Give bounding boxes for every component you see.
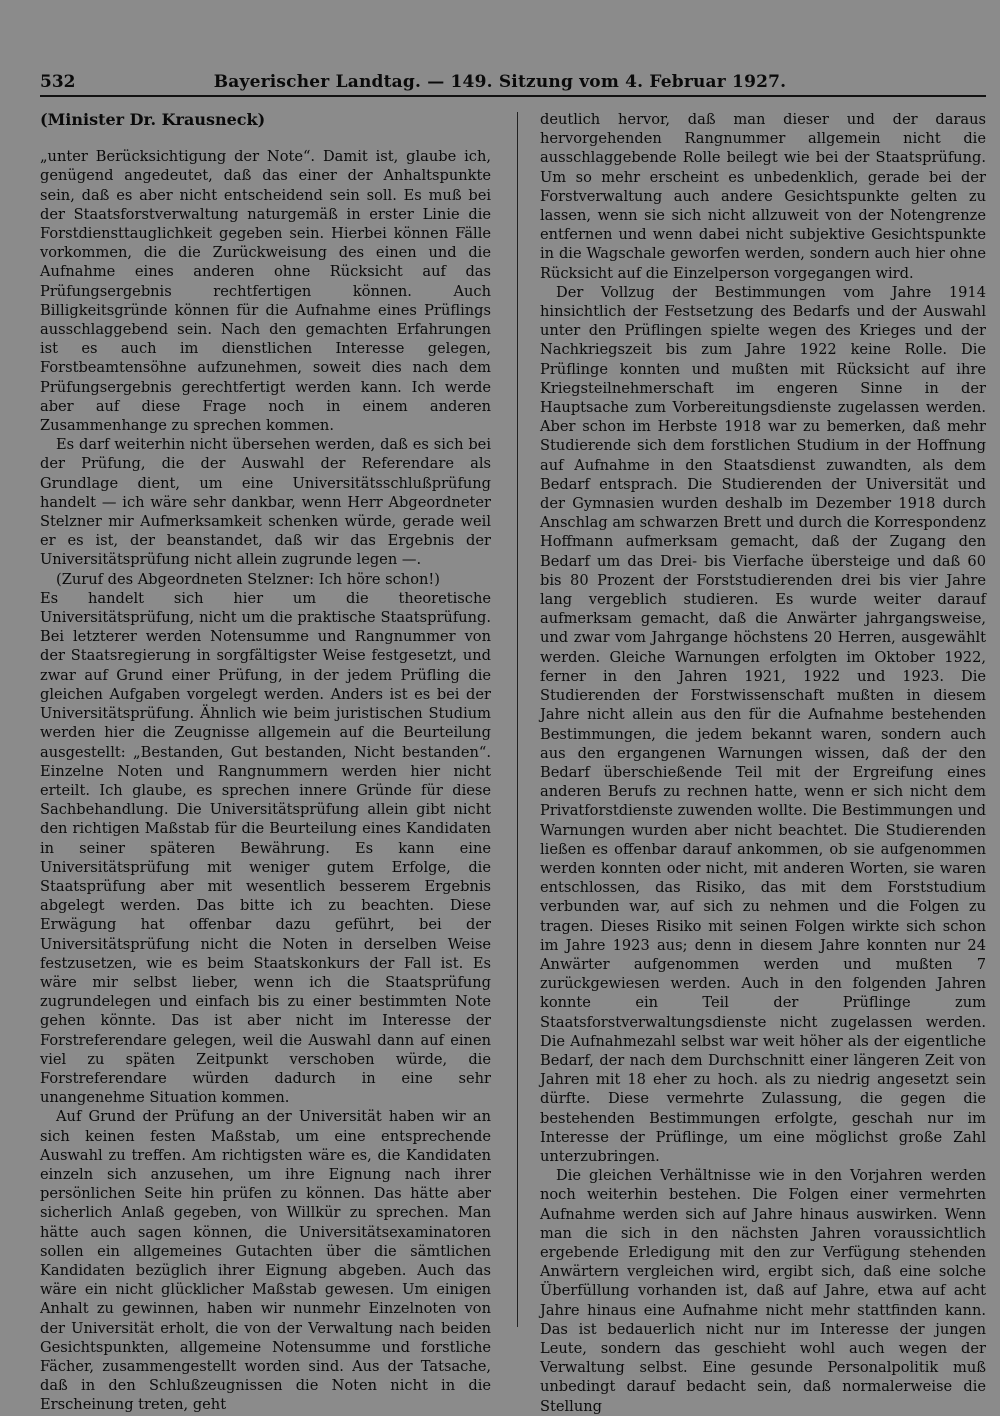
paragraph: Es darf weiterhin nicht übersehen werden, daß es sich bei der Prüfung, die der Auswahl der Referendare als Grundlage dient, um eine Universitätsschlußprüfung handelt — ich wäre sehr dankbar, wenn Herr Abgeordneter Stelzner mir Aufmerksamkeit schenken würde, gerade weil er es ist, der beanstandet, daß wir das Ergebnis der Universitätsprüfung nicht allein zugrunde legen —. [40, 436, 491, 569]
interjection: (Zuruf des Abgeordneten Stelzner: Ich höre schon!) [56, 570, 440, 588]
header-rule [40, 95, 986, 97]
speaker-label: (Minister Dr. Krausneck) [40, 110, 266, 129]
column-divider [517, 112, 518, 1327]
paragraph: Es handelt sich hier um die theoretische Universitätsprüfung, nicht um die praktische Staatsprüfung. Bei letzterer werden Notensumme und Rangnummer von der Staatsregierung in sorgfältigster Weise festgesetzt, und zwar auf Grund einer Prüfung, in der jedem Prüfling die gleichen Aufgaben vorgelegt werden. Anders ist es bei der Universitätsprüfung. Ähnlich wie beim juristischen Studium werden hier die Zeugnisse allgemein auf die Beurteilung ausgestellt: „Bestanden, Gut bestanden, Nicht bestanden“. Einzelne Noten und Rangnummern werden hier nicht erteilt. Ich glaube, es sprechen innere Gründe für diese Sachbehandlung. Die Universitätsprüfung allein gibt nicht den richtigen Maßstab für die Beurteilung eines Kandidaten in seiner späteren Bewährung. Es kann eine Universitätsprüfung mit weniger gutem Erfolge, die Staatsprüfung aber mit wesentlich besserem Ergebnis abgelegt werden. Das bitte ich zu beachten. Diese Erwägung hat offenbar dazu geführt, bei der Universitätsprüfung nicht die Noten in derselben Weise festzusetzen, wie es beim Staatskonkurs der Fall ist. Es wäre mir selbst lieber, wenn ich die Staatsprüfung zugrundelegen und einfach bis zu einer bestimmten Note gehen könnte. Das ist aber nicht im Interesse der Forstreferendare gelegen, weil die Auswahl dann auf einen viel zu späten Zeitpunkt verschoben würde, die Forstreferendare würden dadurch in eine sehr unangenehme Situation kommen. [40, 589, 491, 1107]
paragraph: deutlich hervor, daß man dieser und der daraus hervorgehenden Rangnummer allgemein nicht die ausschlaggebende Rolle beilegt wie bei der Staatsprüfung. Um so mehr erscheint es unbedenklich, gerade bei der Forstverwaltung auch andere Gesichtspunkte gelten zu lassen, wenn sie sich nicht allzuweit von der Notengrenze entfernen und wenn dabei nicht subjektive Gesichtspunkte in die Wagschale geworfen werden, sondern auch hier ohne Rücksicht auf die Einzelperson vorgegangen wird. [540, 111, 986, 282]
page-number: 532 [40, 72, 76, 92]
right-column [540, 110, 986, 1416]
paragraph: Die gleichen Verhältnisse wie in den Vorjahren werden noch weiterhin bestehen. Die Folgen einer vermehrten Aufnahme werden sich auf Jahre hinaus auswirken. Wenn man die sich in den nächsten Jahren voraussichtlich ergebende Erledigung mit den zur Verfügung stehenden Anwärtern vergleichen wird, ergibt sich, daß eine solche Überfüllung vorhanden ist, daß auf Jahre, etwa auf acht Jahre hinaus eine Aufnahme nicht mehr stattfinden kann. Das ist bedauerlich nicht nur im Interesse der jungen Leute, sondern das geschieht wohl auch wegen der Verwaltung selbst. Eine gesunde Personalpolitik muß unbedingt darauf bedacht sein, daß normalerweise die Stellung [540, 1167, 986, 1415]
running-title: Bayerischer Landtag. — 149. Sitzung vom 4. Februar 1927. [213, 72, 787, 92]
left-column [40, 110, 491, 1415]
page-header [40, 72, 960, 94]
paragraph: „unter Berücksichtigung der Note“. Damit ist, glaube ich, genügend angedeutet, daß das einer der Anhaltspunkte sein, daß es aber nicht entscheidend sein soll. Es muß bei der Staatsforstverwaltung naturgemäß in erster Linie die Forstdiensttauglichkeit gegeben sein. Hierbei können Fälle vorkommen, die die Zurückweisung des einen und die Aufnahme eines anderen ohne Rücksicht auf das Prüfungsergebnis rechtfertigen können. Auch Billigkeitsgründe können für die Aufnahme eines Prüflings ausschlaggebend sein. Nach den gemachten Erfahrungen ist es auch im dienstlichen Interesse gelegen, Forstbeamtensöhne aufzunehmen, soweit dies nach dem Prüfungsergebnis gerechtfertigt werden kann. Ich werde aber auf diese Frage noch in einem anderen Zusammenhange zu sprechen kommen. [40, 148, 491, 435]
paragraph: Auf Grund der Prüfung an der Universität haben wir an sich keinen festen Maßstab, um eine entsprechende Auswahl zu treffen. Am richtigsten wäre es, die Kandidaten einzeln sich anzusehen, um ihre Eignung nach ihrer persönlichen Seite hin prüfen zu können. Das hätte aber sicherlich Anlaß gegeben, von Willkür zu sprechen. Man hätte auch sagen können, die Universitätsexaminatoren sollen ein allgemeines Gutachten über die sämtlichen Kandidaten bezüglich ihrer Eignung abgeben. Auch das wäre ein nicht glücklicher Maßstab gewesen. Um einigen Anhalt zu gewinnen, haben wir nunmehr Einzelnoten von der Universität erholt, die von der Verwaltung nach beiden Gesichtspunkten, allgemeine Notensumme und forstliche Fächer, zusammengestellt worden sind. Aus der Tatsache, daß in den Schlußzeugnissen die Noten nicht in die Erscheinung treten, geht [40, 1108, 491, 1414]
paragraph: Der Vollzug der Bestimmungen vom Jahre 1914 hinsichtlich der Festsetzung des Bedarfs und der Auswahl unter den Prüflingen spielte wegen des Krieges und der Nachkriegszeit bis zum Jahre 1922 keine Rolle. Die Prüflinge konnten und mußten mit Rücksicht auf ihre Kriegsteilnehmerschaft im engeren Sinne in der Hauptsache zum Vorbereitungsdienste zugelassen werden. Aber schon im Herbste 1918 war zu bemerken, daß mehr Studierende sich dem forstlichen Studium in der Hoffnung auf Aufnahme in den Staatsdienst zuwandten, als dem Bedarf entsprach. Die Studierenden der Universität und der Gymnasien wurden deshalb im Dezember 1918 durch Anschlag am schwarzen Brett und durch die Korrespondenz Hoffmann aufmerksam gemacht, daß der Zugang den Bedarf um das Drei- bis Vierfache übersteige und daß 60 bis 80 Prozent der Forststudierenden drei bis vier Jahre lang vergeblich studieren. Es wurde weiter darauf aufmerksam gemacht, daß die Anwärter jahrgangsweise, und zwar vom Jahrgange höchstens 20 Herren, ausgewählt werden. Gleiche Warnungen erfolgten im Oktober 1922, ferner in den Jahren 1921, 1922 und 1923. Die Studierenden der Forstwissenschaft mußten in diesem Jahre nicht allein aus den für die Aufnahme bestehenden Bestimmungen, die jedem bekannt waren, sondern auch aus den ergangenen Warnungen wissen, daß der den Bedarf überschießende Teil mit der Ergreifung eines anderen Berufs zu rechnen hatte, wenn er sich nicht dem Privatforstdienste zuwenden wollte. Die Bestimmungen und Warnungen wurden aber nicht beachtet. Die Studierenden ließen es offenbar darauf ankommen, ob sie aufgenommen werden konnten oder nicht, mit anderen Worten, sie waren entschlossen, das Risiko, das mit dem Forststudium verbunden war, auf sich zu nehmen und die Folgen zu tragen. Dieses Risiko mit seinen Folgen wirkte sich schon im Jahre 1923 aus; denn in diesem Jahre konnten nur 24 Anwärter aufgenommen werden und mußten 7 zurückgewiesen werden. Auch in den folgenden Jahren konnte ein Teil der Prüflinge zum Staatsforstverwaltungsdienste nicht zugelassen werden. Die Aufnahmezahl selbst war weit höher als der eigentliche Bedarf, der nach dem Durchschnitt einer längeren Zeit von Jahren mit 18 eher zu hoch. als zu niedrig angesetzt sein dürfte. Diese vermehrte Zulassung, die gegen die bestehenden Bestimmungen erfolgte, geschah nur im Interesse der Prüflinge, um eine möglichst große Zahl unterzubringen. [540, 283, 986, 1165]
